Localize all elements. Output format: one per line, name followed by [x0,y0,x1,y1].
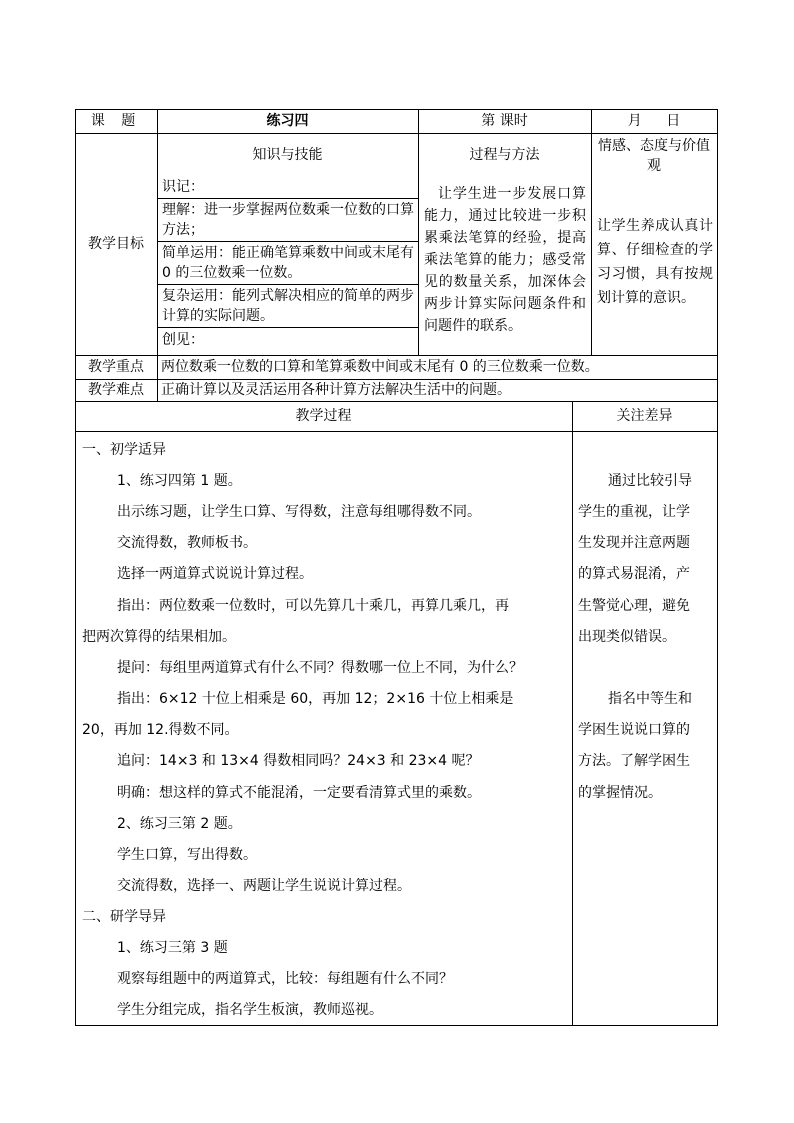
process-header: 教学过程 [295,408,352,424]
topic-value: 练习四 [266,113,309,129]
note-line: 生发现并注意两题 [578,535,690,551]
process-line: 2、练习三第 2 题。 [117,816,242,832]
process-line: 交流得数，选择一、两题让学生说说计算过程。 [117,878,411,894]
process-line: 学生分组完成，指名学生板演，教师巡视。 [117,1002,383,1018]
period-cell: 第 课时 [481,113,528,129]
process-line: 把两次算得的结果相加。 [82,629,236,645]
emotion-text: 让学生养成认真计算、仔细检查的学习习惯，具有按规划计算的意识。 [597,218,713,306]
knowledge-item-understand: 理解：进一步掌握两位数乘一位数的口算方法； [162,202,414,238]
knowledge-item-complex-use: 复杂运用：能列式解决相应的简单的两步计算的实际问题。 [162,288,414,324]
knowledge-item-simple-use: 简单运用：能正确笔算乘数中间或末尾有 0 的三位数乘一位数。 [162,245,414,281]
key-point-label: 教学重点 [88,359,144,375]
objectives-label: 教学目标 [88,236,144,252]
date-cell: 月 日 [627,113,681,129]
note-line: 出现类似错误。 [578,629,676,645]
process-line: 1、练习四第 1 题。 [117,473,242,489]
note-line: 通过比较引导 [608,473,692,489]
process-line: 选择一两道算式说说计算过程。 [117,566,313,582]
process-method-text: 让学生进一步发展口算能力，通过比较进一步积累乘法笔算的经验，提高乘法笔算的能力；感受常见的数量关系，加深体会两步计算实际问题条件和问题件的联系。 [424,186,586,334]
process-line: 学生口算，写出得数。 [117,847,257,863]
process-method-header: 过程与方法 [469,147,540,163]
note-line: 指名中等生和 [608,691,692,707]
key-point-text: 两位数乘一位数的口算和笔算乘数中间或末尾有 0 的三位数乘一位数。 [161,359,599,375]
process-line: 追问：14×3 和 13×4 得数相同吗？24×3 和 23×4 呢？ [117,753,480,769]
process-line: 提问：每组里两道算式有什么不同？得数哪一位上不同，为什么？ [117,660,523,676]
section-heading: 二、研学导异 [82,909,166,925]
note-line: 方法。了解学困生 [578,753,690,769]
process-line: 明确：想这样的算式不能混淆，一定要看清算式里的乘数。 [117,785,481,801]
knowledge-item-insight: 创见： [162,332,204,348]
note-line: 学困生说说口算的 [578,722,690,738]
difficulty-label: 教学难点 [88,382,144,398]
process-line: 出示练习题，让学生口算、写得数，注意每组哪得数不同。 [117,504,481,520]
emotion-header: 情感、态度与价值观 [598,138,710,174]
notes-header: 关注差异 [616,408,673,424]
note-line: 生警觉心理，避免 [578,598,690,614]
topic-label: 课 题 [90,113,142,129]
difficulty-text: 正确计算以及灵活运用各种计算方法解决生活中的问题。 [161,382,511,398]
note-line: 的算式易混淆，产 [578,566,690,582]
note-line: 学生的重视，让学 [578,504,690,520]
process-line: 交流得数，教师板书。 [117,535,257,551]
process-line: 指出：6×12 十位上相乘是 60，再加 12；2×16 十位上相乘是 [117,691,514,707]
process-line: 观察每组题中的两道算式，比较：每组题有什么不同？ [117,971,453,987]
process-line: 20，再加 12.得数不同。 [82,722,239,738]
process-line: 指出：两位数乘一位数时，可以先算几十乘几，再算几乘几，再 [117,598,509,614]
note-line: 的掌握情况。 [578,785,662,801]
process-line: 1、练习三第 3 题 [117,940,228,956]
knowledge-item-memorize: 识记： [162,179,204,195]
section-heading: 一、初学适异 [82,442,166,458]
knowledge-header: 知识与技能 [252,147,323,163]
